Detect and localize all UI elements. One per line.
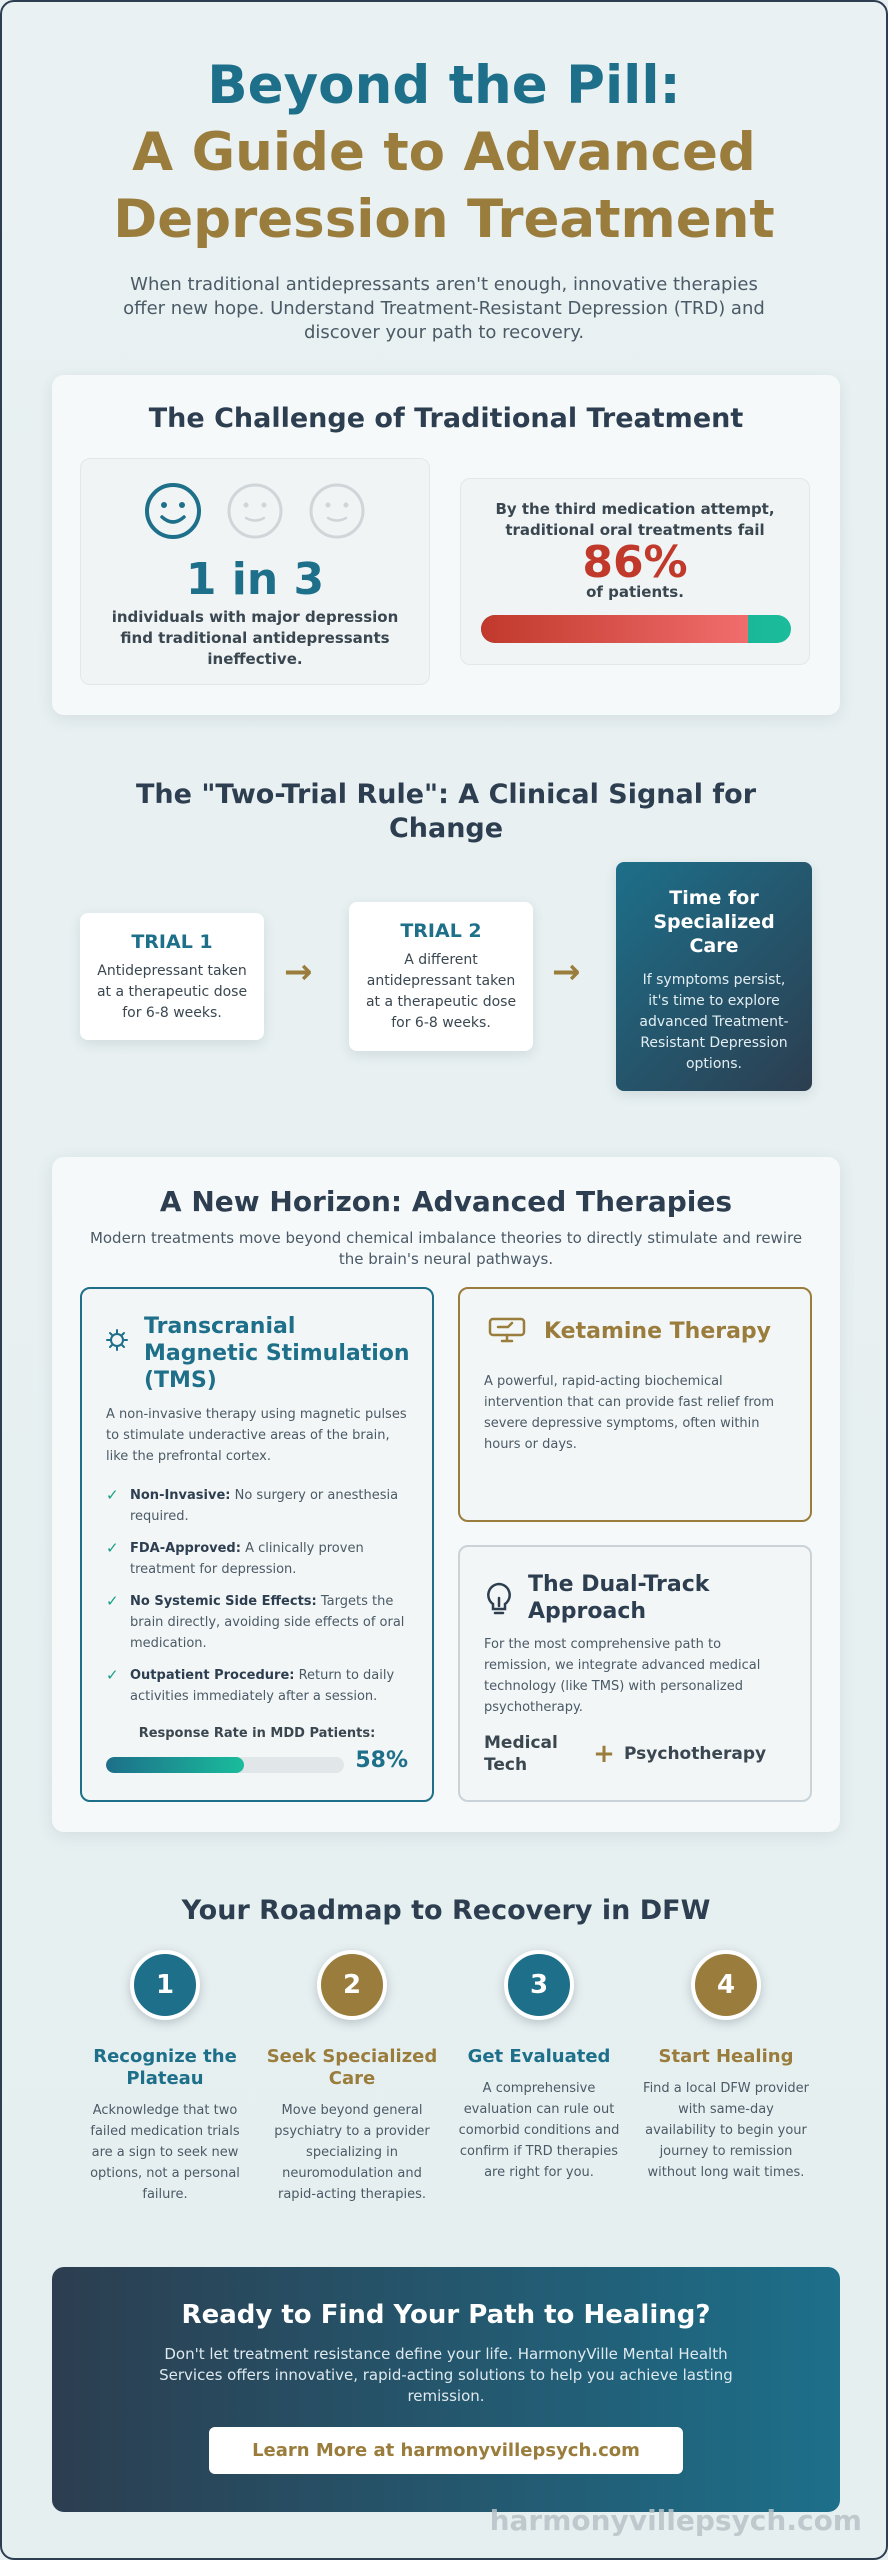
failure-progress-bar (481, 615, 791, 643)
arrow-right-icon: → (552, 952, 581, 992)
step-title: Recognize the Plateau (93, 2046, 237, 2089)
one-in-three-stat (80, 458, 430, 685)
step-title: Get Evaluated (467, 2046, 611, 2067)
trial-2-title: TRIAL 2 (400, 920, 482, 942)
face-row (81, 481, 429, 541)
ketamine-card (458, 1287, 812, 1522)
benefit-label: Non-Invasive: (130, 1488, 231, 1503)
check-icon: ✓ (106, 1592, 119, 1610)
psychotherapy-label: Psychotherapy (624, 1744, 767, 1764)
benefit-text: A clinically proven treatment for depression. (130, 1541, 364, 1577)
step-text: Move beyond general psychiatry to a provider specializing in neuromodulation and rapid-acting therapies. (274, 2103, 430, 2202)
benefit-label: Outpatient Procedure: (130, 1668, 295, 1683)
ketamine-title: Ketamine Therapy (544, 1318, 772, 1344)
benefit-text: No surgery or anesthesia required. (130, 1488, 399, 1524)
response-rate-value: 58% (355, 1748, 408, 1773)
challenge-title: The Challenge of Traditional Treatment (148, 403, 744, 434)
lightbulb-icon (484, 1581, 514, 1617)
failure-stat-lead: By the third medication attempt, traditional oral treatments fail (495, 500, 775, 539)
cta-title: Ready to Find Your Path to Healing? (181, 2300, 711, 2330)
therapies-title: A New Horizon: Advanced Therapies (159, 1185, 733, 1218)
step-text: Find a local DFW provider with same-day availability to begin your journey to remission without long wait times. (643, 2081, 809, 2180)
title-line-1: Beyond the Pill: (207, 55, 681, 116)
dual-track-header (484, 1571, 794, 1625)
failure-progress-fill (481, 615, 748, 643)
step-number-badge: 1 (130, 1950, 200, 2020)
benefit-text: Return to daily activities immediately after a session. (130, 1668, 395, 1704)
tms-header (104, 1313, 416, 1394)
trial-1-card (80, 913, 264, 1040)
dual-track-combo (484, 1732, 790, 1776)
step-title: Start Healing (658, 2046, 794, 2067)
tms-benefits-list (106, 1485, 412, 1718)
failure-stat-tail: of patients. (586, 583, 684, 601)
step-title: Seek Specialized Care (266, 2046, 438, 2089)
title-line-3: Depression Treatment (113, 189, 775, 250)
step-number-badge: 2 (317, 1950, 387, 2020)
hero-subtitle: When traditional antidepressants aren't enough, innovative therapies offer new hope. Understand Treatment-Resistant Depression (TRD) and discover your path to recovery. (123, 274, 765, 343)
ketamine-header (488, 1317, 794, 1345)
brain-waves-icon (104, 1327, 130, 1353)
neutral-face-icon (307, 481, 367, 541)
tms-card (80, 1287, 434, 1802)
response-rate-label: Response Rate in MDD Patients: (138, 1726, 376, 1741)
therapies-intro: Modern treatments move beyond chemical imbalance theories to directly stimulate and rewire the brain's neural pathways. (89, 1229, 803, 1268)
failure-stat-value: 86% (582, 537, 688, 588)
neutral-face-icon (225, 481, 285, 541)
therapies-section (52, 1157, 840, 1832)
one-in-three-value: 1 in 3 (185, 554, 325, 605)
dual-track-title: The Dual-Track Approach (528, 1572, 710, 1624)
benefit-label: FDA-Approved: (130, 1541, 241, 1556)
cta-section (52, 2267, 840, 2512)
two-trial-title: The "Two-Trial Rule": A Clinical Signal for Change (135, 779, 757, 844)
response-rate-fill (106, 1757, 244, 1773)
roadmap-step-2 (262, 1950, 442, 2205)
ketamine-description: A powerful, rapid-acting biochemical intervention that can provide fast relief from severe depressive symptoms, often within hours or days. (484, 1374, 775, 1452)
roadmap-step-4 (636, 1950, 816, 2183)
roadmap-step-3 (449, 1950, 629, 2183)
happy-face-icon (143, 481, 203, 541)
learn-more-button[interactable]: Learn More at harmonyvillepsych.com (209, 2427, 683, 2474)
cta-text: Don't let treatment resistance define your life. HarmonyVille Mental Health Services offers innovative, rapid-acting solutions to help you achieve lasting remission. (159, 2345, 733, 2405)
step-number-badge: 3 (504, 1950, 574, 2020)
trial-2-card (349, 902, 533, 1051)
roadmap-step-1 (75, 1950, 255, 2205)
roadmap-title: Your Roadmap to Recovery in DFW (181, 1895, 711, 1926)
trial-1-text: Antidepressant taken at a therapeutic dose for 6-8 weeks. (96, 963, 248, 1021)
specialized-care-text: If symptoms persist, it's time to explore advanced Treatment-Resistant Depression options. (639, 972, 789, 1072)
arrow-right-icon: → (284, 952, 313, 992)
page-title (2, 52, 886, 253)
step-text: Acknowledge that two failed medication trials are a sign to seek new options, not a personal failure. (90, 2103, 240, 2202)
step-text: A comprehensive evaluation can rule out comorbid conditions and confirm if TRD therapies are right for you. (458, 2081, 620, 2180)
challenge-section (52, 375, 840, 715)
title-line-2: A Guide to Advanced (132, 122, 756, 183)
dual-track-card (458, 1545, 812, 1802)
benefit-label: No Systemic Side Effects: (130, 1594, 317, 1609)
check-icon: ✓ (106, 1666, 119, 1684)
dual-track-description: For the most comprehensive path to remission, we integrate advanced medical technology (like TMS) with personalized psychotherapy. (484, 1637, 761, 1715)
check-icon: ✓ (106, 1539, 119, 1557)
tms-title: Transcranial Magnetic Stimulation (TMS) (144, 1314, 410, 1393)
benefit-item (106, 1591, 412, 1654)
one-in-three-caption: individuals with major depression find traditional antidepressants ineffective. (111, 608, 399, 668)
trial-1-title: TRIAL 1 (131, 931, 213, 953)
eighty-six-stat (460, 478, 810, 665)
medical-tech-label: Medical Tech (484, 1733, 558, 1775)
step-number-badge: 4 (691, 1950, 761, 2020)
hero (2, 2, 886, 345)
benefit-text: Targets the brain directly, avoiding side effects of oral medication. (130, 1594, 405, 1651)
check-icon: ✓ (106, 1486, 119, 1504)
footer-watermark: harmonyvillepsych.com (489, 2504, 862, 2537)
tms-description: A non-invasive therapy using magnetic pulses to stimulate underactive areas of the brain, like the prefrontal cortex. (106, 1407, 407, 1464)
plus-icon: + (593, 1739, 615, 1769)
benefit-item (106, 1665, 412, 1707)
specialized-care-title: Time for Specialized Care (653, 887, 775, 957)
trial-2-text: A different antidepressant taken at a therapeutic dose for 6-8 weeks. (365, 952, 517, 1031)
benefit-item (106, 1538, 412, 1580)
iv-drip-icon (488, 1317, 526, 1345)
benefit-item (106, 1485, 412, 1527)
response-rate-bar (106, 1757, 344, 1773)
specialized-care-card (616, 862, 812, 1091)
